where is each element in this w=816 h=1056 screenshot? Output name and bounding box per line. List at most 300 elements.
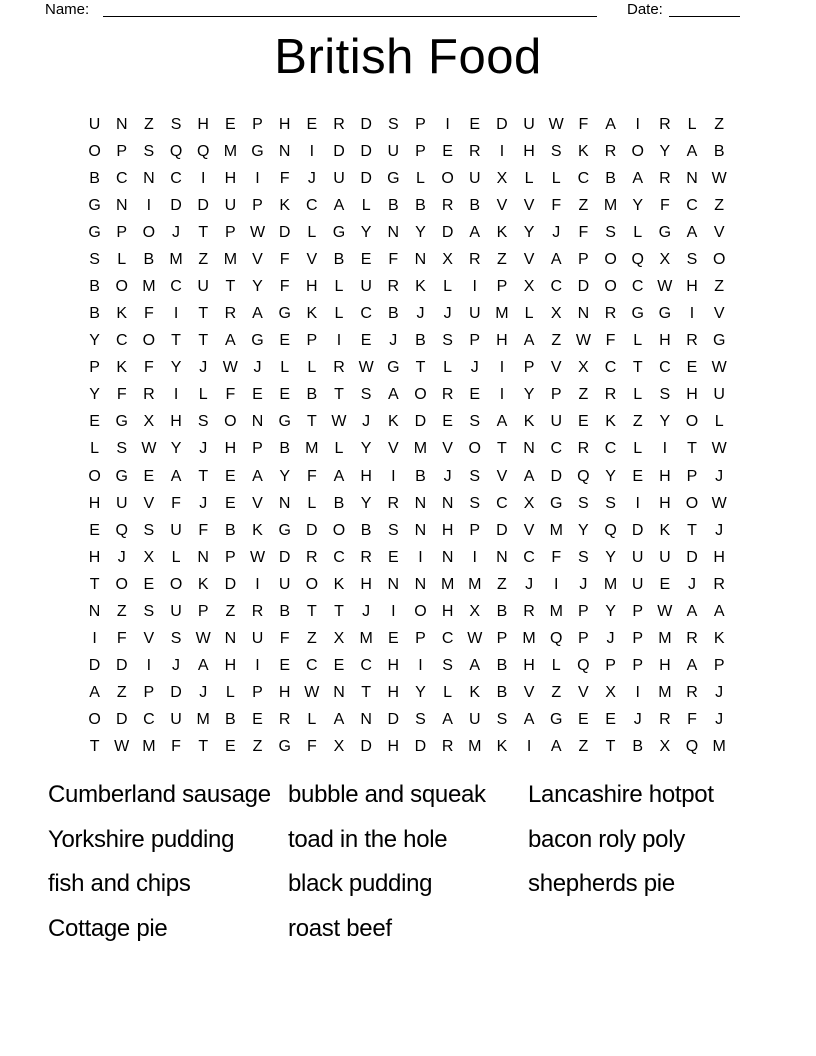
grid-row [81,463,734,490]
grid-letter: T [361,684,372,702]
grid-letter: U [333,169,345,187]
grid-letter: W [657,278,673,295]
grid-letter: W [711,359,727,377]
grid-letter: V [496,467,508,485]
grid-letter: J [715,684,724,702]
grid-letter: G [278,738,291,756]
grid-letter: T [225,278,236,295]
grid-letter: L [551,657,561,675]
grid-letter: O [685,413,699,431]
grid-letter: T [687,521,697,539]
grid-letter: Z [714,196,725,214]
grid-letter: N [414,494,427,512]
grid-letter: S [143,602,155,620]
grid-letter: Z [497,250,507,268]
grid-letter: P [415,142,426,160]
grid-letter: S [550,142,562,160]
grid-letter: Z [306,630,317,648]
grid-letter: P [632,602,644,620]
grid-letter: G [658,223,672,241]
grid-letter: R [278,711,291,729]
grid-letter: Y [170,359,182,377]
grid-letter: I [499,142,505,160]
grid-letter: L [307,223,317,241]
grid-letter: M [196,711,210,729]
grid-letter: F [144,359,154,377]
grid-letter: T [89,575,100,593]
grid-letter: C [550,440,563,458]
grid-letter: R [251,602,264,620]
grid-letter: I [200,169,206,187]
grid-letter: R [523,602,535,620]
grid-letter: T [198,332,209,350]
grid-letter: J [579,575,588,593]
grid-letter: M [658,630,672,648]
grid-letter: W [575,332,591,350]
grid-letter: Q [604,521,617,539]
grid-letter: K [523,413,535,431]
grid-letter: Z [714,115,725,133]
grid-row [81,355,734,382]
word-list-item: fish and chips [48,870,191,898]
grid-letter: E [387,630,399,648]
grid-letter: N [441,494,454,512]
grid-letter: I [255,575,260,593]
grid-letter: P [496,278,508,295]
grid-letter: V [252,250,263,268]
grid-letter: Y [360,223,372,241]
grid-row [81,409,734,436]
grid-letter: L [198,386,208,404]
grid-letter: Y [605,602,616,620]
grid-letter: J [715,467,724,485]
grid-letter: K [605,413,616,431]
grid-letter: O [142,223,156,241]
grid-letter: P [578,250,589,268]
grid-letter: Y [360,440,372,458]
grid-letter: R [306,548,318,566]
grid-letter: P [252,440,263,458]
grid-letter: R [468,250,481,268]
grid-letter: W [141,440,157,458]
grid-letter: D [197,196,209,214]
grid-letter: F [306,738,317,756]
grid-letter: F [116,386,127,404]
grid-row [81,111,734,138]
puzzle-title: British Food [274,30,542,84]
grid-letter: T [415,359,426,377]
grid-letter: Y [415,684,426,702]
grid-letter: E [333,657,345,675]
grid-letter: Y [170,440,182,458]
grid-letter: J [199,359,208,377]
grid-letter: M [142,278,156,295]
grid-letter: R [441,386,454,404]
grid-letter: O [441,169,454,187]
grid-letter: N [414,250,427,268]
grid-letter: D [631,521,644,539]
word-list-item: Cottage pie [48,915,168,943]
grid-letter: G [115,467,128,485]
grid-letter: A [197,657,209,675]
grid-letter: T [687,440,697,458]
grid-letter: F [306,467,317,485]
grid-letter: Z [632,413,643,431]
grid-letter: J [253,359,262,377]
grid-letter: K [387,413,399,431]
grid-letter: N [197,548,209,566]
grid-letter: H [224,440,237,458]
grid-letter: Y [252,278,263,295]
grid-letter: I [391,467,396,485]
grid-letter: M [603,196,618,214]
grid-letter: C [170,169,182,187]
grid-letter: V [523,196,535,214]
grid-letter: H [659,494,671,512]
grid-letter: X [143,548,155,566]
grid-letter: R [686,332,698,350]
grid-letter: A [333,711,345,729]
grid-letter: D [360,115,372,133]
grid-letter: S [659,386,671,404]
grid-row [81,138,734,165]
grid-letter: C [115,169,128,187]
grid-letter: N [115,115,128,133]
grid-letter: K [415,278,426,295]
grid-letter: A [170,467,182,485]
grid-letter: I [92,630,97,648]
grid-letter: H [496,332,508,350]
grid-letter: G [278,413,291,431]
grid-letter: R [224,305,237,323]
grid-letter: T [632,359,643,377]
grid-letter: H [523,657,535,675]
grid-letter: L [171,548,181,566]
grid-letter: A [496,413,508,431]
grid-letter: T [171,332,181,350]
grid-letter: K [659,521,671,539]
grid-letter: P [197,602,209,620]
grid-letter: F [144,305,154,323]
grid-letter: G [332,223,346,241]
grid-letter: A [632,169,644,187]
grid-letter: R [468,142,481,160]
grid-letter: Z [116,684,127,702]
grid-letter: R [387,278,400,295]
grid-letter: N [251,413,264,431]
grid-letter: P [550,386,562,404]
grid-letter: X [550,305,562,323]
grid-letter: E [387,548,399,566]
grid-letter: H [713,548,725,566]
grid-letter: X [333,738,345,756]
grid-letter: D [577,278,590,295]
grid-letter: N [333,684,345,702]
grid-letter: C [306,196,318,214]
grid-letter: P [116,142,128,160]
grid-letter: M [495,305,509,323]
grid-letter: J [443,467,452,485]
grid-letter: B [496,657,508,675]
grid-letter: U [170,602,182,620]
grid-letter: G [278,521,291,539]
grid-letter: P [578,602,589,620]
grid-letter: B [387,196,399,214]
grid-letter: O [604,278,617,295]
grid-row [81,625,734,652]
grid-letter: H [197,115,209,133]
grid-letter: I [255,657,260,675]
grid-letter: A [686,657,698,675]
grid-letter: Q [196,142,210,160]
grid-letter: I [173,305,179,323]
grid-letter: A [333,196,345,214]
grid-letter: M [223,142,238,160]
grid-letter: E [306,115,318,133]
grid-letter: G [88,196,101,214]
grid-letter: S [415,711,426,729]
grid-letter: S [143,142,155,160]
grid-letter: P [523,359,535,377]
grid-letter: L [90,440,100,458]
grid-letter: S [360,386,372,404]
grid-letter: H [224,169,237,187]
grid-letter: V [306,250,318,268]
grid-letter: N [686,169,698,187]
grid-letter: I [499,386,505,404]
grid-letter: V [523,684,535,702]
grid-letter: A [713,602,725,620]
grid-letter: D [88,657,101,675]
grid-letter: R [333,115,345,133]
grid-letter: S [116,440,128,458]
word-list-item: Yorkshire pudding [48,825,235,853]
grid-letter: C [604,359,617,377]
grid-letter: G [550,494,563,512]
grid-letter: W [548,115,564,133]
grid-letter: C [441,630,454,648]
grid-letter: O [414,602,427,620]
grid-letter: Z [252,738,263,756]
grid-letter: G [88,223,101,241]
grid-letter: E [578,413,589,431]
grid-letter: F [578,223,589,241]
grid-letter: J [552,223,561,241]
grid-letter: F [198,521,209,539]
grid-letter: F [551,196,562,214]
grid-letter: P [469,332,481,350]
grid-letter: P [496,630,508,648]
grid-letter: A [550,738,562,756]
grid-letter: H [170,413,182,431]
grid-letter: N [88,602,101,620]
grid-letter: W [358,359,374,377]
grid-letter: A [686,142,698,160]
grid-letter: B [415,196,426,214]
grid-letter: O [169,575,183,593]
grid-letter: O [414,386,427,404]
date-label: Date: [627,1,663,18]
grid-letter: A [523,711,535,729]
grid-letter: A [686,602,698,620]
grid-letter: I [309,142,315,160]
grid-letter: K [197,575,209,593]
grid-letter: B [387,305,399,323]
grid-letter: G [387,359,400,377]
grid-letter: X [143,413,155,431]
grid-letter: V [143,630,155,648]
grid-letter: N [387,223,400,241]
grid-letter: G [712,332,726,350]
grid-letter: E [578,711,589,729]
grid-letter: L [361,196,371,214]
grid-letter: O [115,575,128,593]
grid-letter: C [170,278,182,295]
grid-letter: D [333,142,345,160]
grid-letter: T [89,738,100,756]
grid-letter: O [224,413,237,431]
grid-letter: F [659,196,670,214]
grid-letter: S [605,223,616,241]
grid-letter: U [251,630,264,648]
grid-letter: P [578,630,589,648]
grid-letter: R [713,575,725,593]
grid-letter: B [89,169,100,187]
grid-letter: E [225,467,236,485]
grid-letter: A [387,386,399,404]
grid-letter: W [222,359,238,377]
grid-letter: I [662,440,668,458]
grid-letter: A [523,467,535,485]
grid-letter: C [577,169,590,187]
grid-letter: C [360,657,372,675]
grid-letter: E [686,359,698,377]
grid-letter: S [197,413,209,431]
grid-letter: K [496,738,508,756]
grid-letter: C [659,359,671,377]
grid-letter: R [659,711,671,729]
grid-letter: B [143,250,155,268]
grid-letter: T [306,413,317,431]
grid-letter: R [659,169,671,187]
date-fill-line [669,0,740,17]
grid-letter: L [633,440,643,458]
grid-letter: X [659,250,671,268]
grid-letter: Z [578,386,589,404]
grid-letter: Y [659,142,671,160]
grid-letter: N [523,440,535,458]
grid-letter: C [631,278,644,295]
grid-letter: Y [523,386,535,404]
grid-letter: B [496,602,508,620]
grid-letter: X [469,602,481,620]
grid-letter: F [171,738,181,756]
grid-letter: L [633,223,643,241]
grid-letter: H [441,521,454,539]
grid-letter: H [387,738,400,756]
grid-letter: Q [685,738,699,756]
grid-letter: O [468,440,481,458]
grid-letter: A [333,467,345,485]
grid-row [81,219,734,246]
grid-letter: L [225,684,235,702]
grid-letter: I [336,332,342,350]
grid-letter: W [249,223,266,241]
grid-letter: U [88,115,101,133]
grid-letter: I [554,575,559,593]
grid-letter: F [578,115,589,133]
grid-letter: E [143,575,155,593]
grid-letter: R [577,440,590,458]
grid-letter: X [442,250,453,268]
grid-letter: P [252,684,263,702]
grid-letter: Q [115,521,128,539]
grid-letter: O [142,332,156,350]
grid-letter: U [197,278,209,295]
grid-letter: A [225,332,236,350]
grid-letter: R [659,115,671,133]
grid-letter: U [468,711,481,729]
grid-letter: Y [632,196,644,214]
grid-letter: E [89,521,100,539]
grid-letter: S [578,548,589,566]
grid-letter: J [443,305,452,323]
grid-letter: R [686,630,698,648]
grid-letter: V [442,440,453,458]
grid-letter: F [279,630,290,648]
grid-letter: M [440,575,455,593]
grid-letter: L [714,413,724,431]
grid-letter: B [333,250,345,268]
grid-letter: H [523,142,535,160]
grid-letter: H [659,657,671,675]
grid-letter: J [172,223,181,241]
grid-letter: W [304,684,320,702]
grid-letter: U [468,305,481,323]
grid-letter: O [115,278,128,295]
grid-letter: B [306,386,318,404]
grid-letter: U [170,521,182,539]
grid-letter: N [414,575,427,593]
grid-letter: B [415,332,426,350]
grid-letter: O [88,467,101,485]
grid-letter: M [169,250,183,268]
grid-letter: R [441,738,454,756]
grid-letter: K [469,684,481,702]
grid-letter: L [633,332,643,350]
grid-letter: W [711,440,727,458]
grid-letter: U [278,575,291,593]
grid-letter: B [713,142,725,160]
grid-letter: M [413,440,428,458]
grid-letter: L [280,359,290,377]
grid-letter: S [143,521,155,539]
grid-letter: V [387,440,399,458]
grid-letter: C [143,711,155,729]
grid-letter: P [713,657,725,675]
grid-letter: B [415,467,426,485]
grid-letter: T [198,305,209,323]
grid-letter: B [89,305,100,323]
grid-letter: E [632,467,644,485]
grid-letter: F [687,711,697,729]
grid-letter: D [306,521,318,539]
grid-letter: A [523,332,535,350]
grid-letter: S [469,494,481,512]
grid-letter: E [225,738,236,756]
grid-letter: B [360,521,372,539]
grid-row [81,734,734,761]
